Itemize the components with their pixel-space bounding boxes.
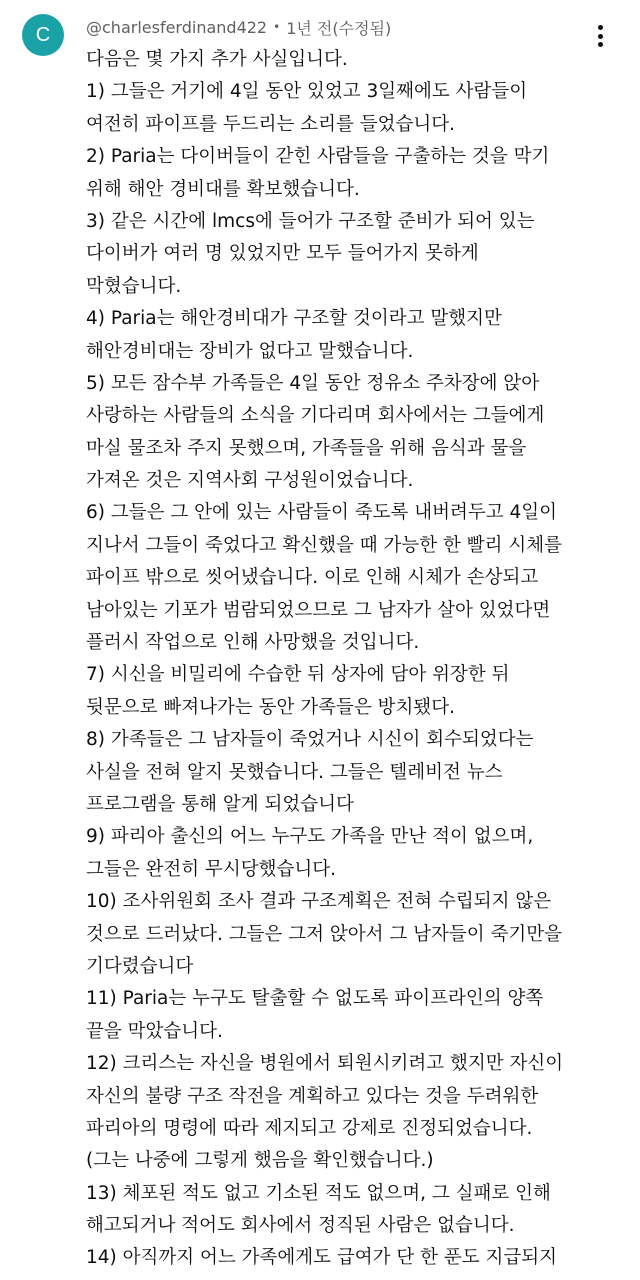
- comment-line: 10) 조사위원회 조사 결과 구조계획은 전혀 수립되지 않은: [86, 891, 552, 913]
- comment-line: 2) Paria는 다이버들이 갇힌 사람들을 구출하는 것을 막기: [86, 146, 550, 168]
- comment-line: 위해 해안 경비대를 확보했습니다.: [86, 178, 360, 200]
- comment-line: 14) 아직까지 어느 가족에게도 급여가 단 한 푼도 지급되지: [86, 1247, 557, 1269]
- comment-line: 플러시 작업으로 인해 사망했을 것입니다.: [86, 632, 420, 654]
- comment-line: 여전히 파이프를 두드리는 소리를 들었습니다.: [86, 113, 455, 135]
- comment-line: 마실 물조차 주지 못했으며, 가족들을 위해 음식과 물을: [86, 437, 527, 459]
- author-name[interactable]: @charlesferdinand422: [86, 17, 268, 37]
- comment-line: 8) 가족들은 그 남자들이 죽었거나 시신이 회수되었다는: [86, 729, 534, 751]
- comment-line: 다이버가 여러 명 있었지만 모두 들어가지 못하게: [86, 243, 479, 265]
- comment-header: [86, 14, 391, 40]
- comment-line: 사랑하는 사람들의 소식을 기다리며 회사에서는 그들에게: [86, 405, 545, 427]
- comment-line: 9) 파리아 출신의 어느 누구도 가족을 만난 적이 없으며,: [86, 826, 534, 848]
- comment-line: 파리아의 명령에 따라 제지되고 강제로 진정되었습니다.: [86, 1117, 533, 1139]
- comment-line: 11) Paria는 누구도 탈출할 수 없도록 파이프라인의 양쪽: [86, 988, 544, 1010]
- avatar[interactable]: [22, 14, 64, 56]
- comment-line: 해안경비대는 장비가 없다고 말했습니다.: [86, 340, 414, 362]
- comment-line: 3) 같은 시간에 lmcs에 들어가 구조할 준비가 되어 있는: [86, 210, 535, 232]
- comment-line: 사실을 전혀 알지 못했습니다. 그들은 텔레비전 뉴스: [86, 761, 503, 783]
- comment-line: 지나서 그들이 죽었다고 확신했을 때 가능한 한 빨리 시체를: [86, 534, 562, 556]
- comment-line: 프로그램을 통해 알게 되었습니다: [86, 793, 354, 815]
- comment-line: 7) 시신을 비밀리에 수습한 뒤 상자에 담아 위장한 뒤: [86, 664, 510, 686]
- comment-line: 자신의 불량 구조 작전을 계획하고 있다는 것을 두려워한: [86, 1085, 539, 1107]
- comment-line: 남아있는 기포가 범람되었으므로 그 남자가 살아 있었다면: [86, 599, 551, 621]
- comment-line: 뒷문으로 빠져나가는 동안 가족들은 방치됐다.: [86, 696, 455, 718]
- comment-line: 6) 그들은 그 안에 있는 사람들이 죽도록 내버려두고 4일이: [86, 502, 557, 524]
- comment-line: (그는 나중에 그렇게 했음을 확인했습니다.): [86, 1150, 434, 1172]
- comment-line: 1) 그들은 거기에 4일 동안 있었고 3일째에도 사람들이: [86, 81, 528, 103]
- comment-text: [86, 44, 626, 1275]
- comment-line: 해고되거나 적어도 회사에서 정직된 사람은 없습니다.: [86, 1215, 515, 1237]
- comment-line: 끝을 막았습니다.: [86, 1020, 223, 1042]
- comment-line: 5) 모든 잠수부 가족들은 4일 동안 정유소 주차장에 앉아: [86, 372, 540, 394]
- comment-line: 13) 체포된 적도 없고 기소된 적도 없으며, 그 실패로 인해: [86, 1182, 551, 1204]
- comment-line: 막혔습니다.: [86, 275, 182, 297]
- comment-line: 기다렸습니다: [86, 955, 194, 977]
- comment-line: 12) 크리스는 자신을 병원에서 퇴원시키려고 했지만 자신이: [86, 1053, 564, 1075]
- comment-line: 것으로 드러났다. 그들은 그저 앉아서 그 남자들이 죽기만을: [86, 923, 562, 945]
- timestamp[interactable]: 1년 전(수정됨): [286, 18, 392, 38]
- comment-line: 4) Paria는 해안경비대가 구조할 것이라고 말했지만: [86, 308, 502, 330]
- avatar-letter: C: [35, 23, 51, 46]
- comment-line: 다음은 몇 가지 추가 사실입니다.: [86, 49, 348, 70]
- comment-line: 파이프 밖으로 씻어냈습니다. 이로 인해 시체가 손상되고: [86, 567, 539, 589]
- comment-line: 그들은 완전히 무시당했습니다.: [86, 858, 336, 880]
- separator-dot: •: [273, 20, 281, 34]
- menu-dot: [598, 25, 603, 30]
- menu-dot: [598, 34, 603, 39]
- comment-line: 가져온 것은 지역사회 구성원이었습니다.: [86, 470, 414, 492]
